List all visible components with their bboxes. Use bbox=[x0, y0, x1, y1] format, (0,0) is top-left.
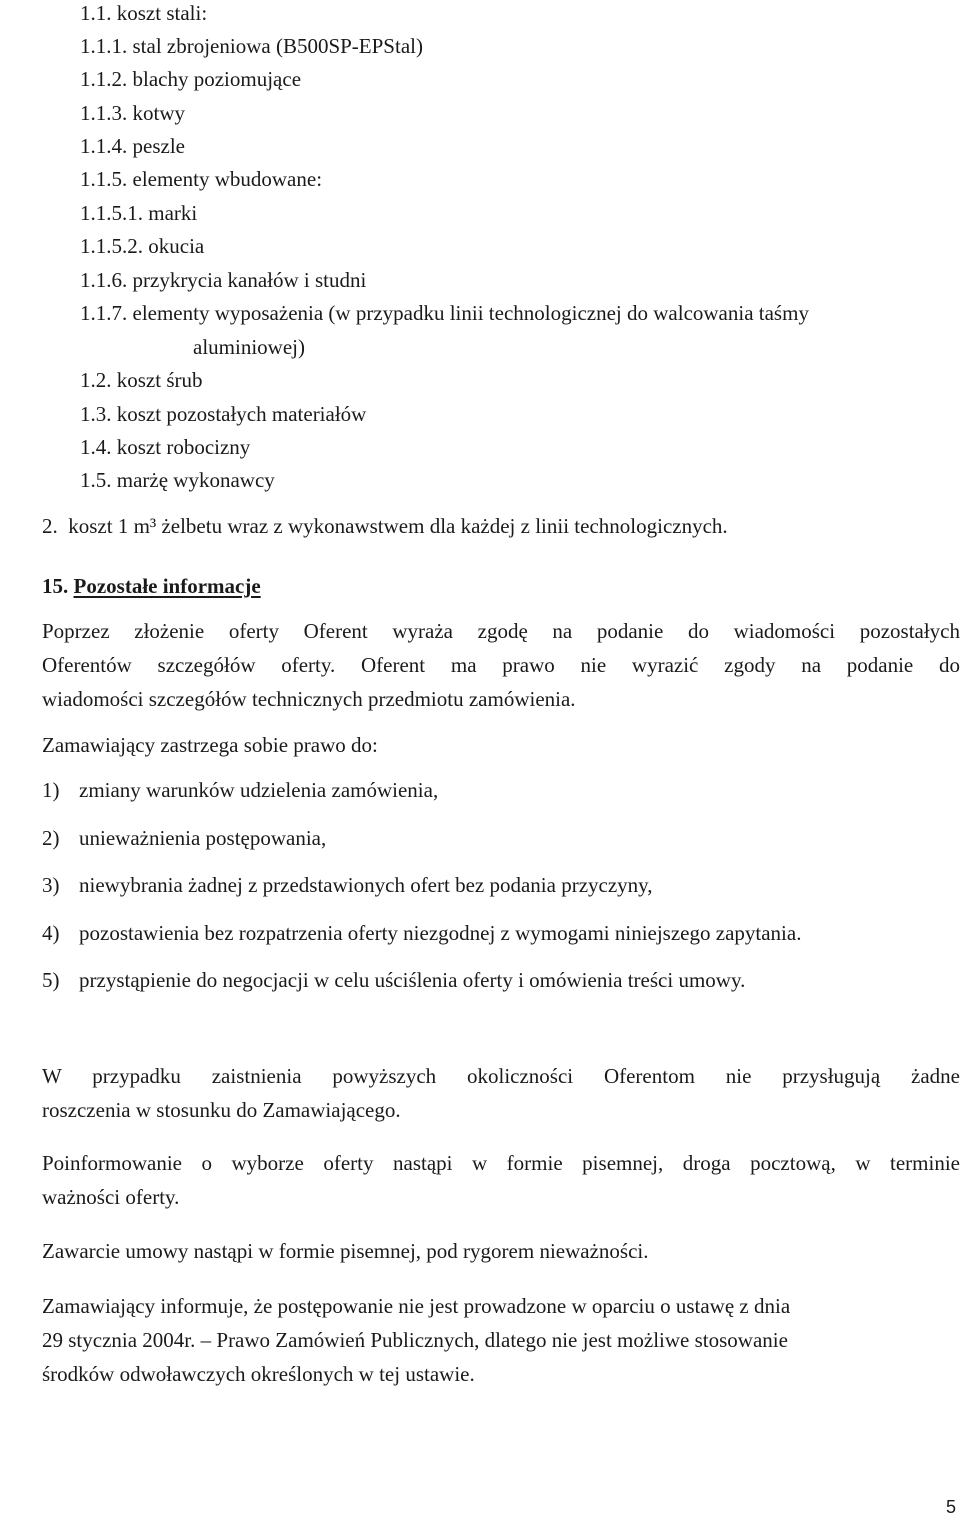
list-item: 1.1. koszt stali: bbox=[80, 1, 208, 25]
page-number: 5 bbox=[945, 1497, 956, 1517]
paragraph-line: Poprzez złożenie oferty Oferent wyraża zgodę na podanie do wiadomości pozostałych bbox=[42, 619, 960, 643]
list-item: 1.1.4. peszle bbox=[80, 134, 185, 158]
list-item: 1.2. koszt śrub bbox=[80, 368, 203, 392]
paragraph-line: środków odwoławczych określonych w tej ustawie. bbox=[42, 1362, 475, 1386]
section-title: Pozostałe informacje bbox=[73, 574, 261, 598]
section-number: 15. bbox=[42, 574, 69, 598]
list-item: 4) pozostawienia bez rozpatrzenia oferty niezgodnej z wymogami niniejszego zapytania. bbox=[42, 921, 802, 945]
list-item: 1.3. koszt pozostałych materiałów bbox=[80, 402, 367, 426]
paragraph-line: W przypadku zaistnienia powyższych okoliczności Oferentom nie przysługują żadne bbox=[42, 1064, 960, 1088]
paragraph-line: Oferentów szczegółów oferty. Oferent ma prawo nie wyrazić zgody na podanie do bbox=[42, 653, 960, 677]
list-item-2: 2. koszt 1 m³ żelbetu wraz z wykonawstwem dla każdej z linii technologicznych. bbox=[42, 514, 728, 538]
contract-paragraph: Zawarcie umowy nastąpi w formie pisemnej, pod rygorem nieważności. bbox=[42, 1239, 649, 1263]
list-item: 2) unieważnienia postępowania, bbox=[42, 826, 327, 850]
list-item: 5) przystąpienie do negocjacji w celu uściślenia oferty i omówienia treści umowy. bbox=[42, 968, 746, 992]
list-item: 1) zmiany warunków udzielenia zamówienia, bbox=[42, 778, 439, 802]
paragraph-line: wiadomości szczegółów technicznych przedmiotu zamówienia. bbox=[42, 687, 576, 711]
list-item-continuation: aluminiowej) bbox=[193, 335, 305, 359]
list-item: 1.5. marżę wykonawcy bbox=[80, 468, 275, 492]
reservation-intro: Zamawiający zastrzega sobie prawo do: bbox=[42, 733, 378, 757]
list-item: 3) niewybrania żadnej z przedstawionych ofert bez podania przyczyny, bbox=[42, 873, 653, 897]
list-item: 1.1.3. kotwy bbox=[80, 101, 185, 125]
paragraph-line: ważności oferty. bbox=[42, 1185, 180, 1209]
section-heading bbox=[42, 573, 261, 599]
list-item: 1.4. koszt robocizny bbox=[80, 435, 251, 459]
paragraph-line: Poinformowanie o wyborze oferty nastąpi w formie pisemnej, droga pocztową, w terminie bbox=[42, 1151, 960, 1175]
list-item: 1.1.2. blachy poziomujące bbox=[80, 67, 302, 91]
paragraph-line: Zamawiający informuje, że postępowanie nie jest prowadzone w oparciu o ustawę z dnia bbox=[42, 1294, 791, 1318]
list-item: 1.1.6. przykrycia kanałów i studni bbox=[80, 268, 367, 292]
list-item: 1.1.5. elementy wbudowane: bbox=[80, 167, 323, 191]
list-item: 1.1.1. stal zbrojeniowa (B500SP-EPStal) bbox=[80, 34, 423, 58]
paragraph-line: roszczenia w stosunku do Zamawiającego. bbox=[42, 1098, 401, 1122]
list-item: 1.1.7. elementy wyposażenia (w przypadku linii technologicznej do walcowania taśmy bbox=[80, 301, 809, 325]
paragraph-line: 29 stycznia 2004r. – Prawo Zamówień Publicznych, dlatego nie jest możliwe stosowanie bbox=[42, 1328, 788, 1352]
list-item: 1.1.5.1. marki bbox=[80, 201, 198, 225]
list-item: 1.1.5.2. okucia bbox=[80, 234, 205, 258]
